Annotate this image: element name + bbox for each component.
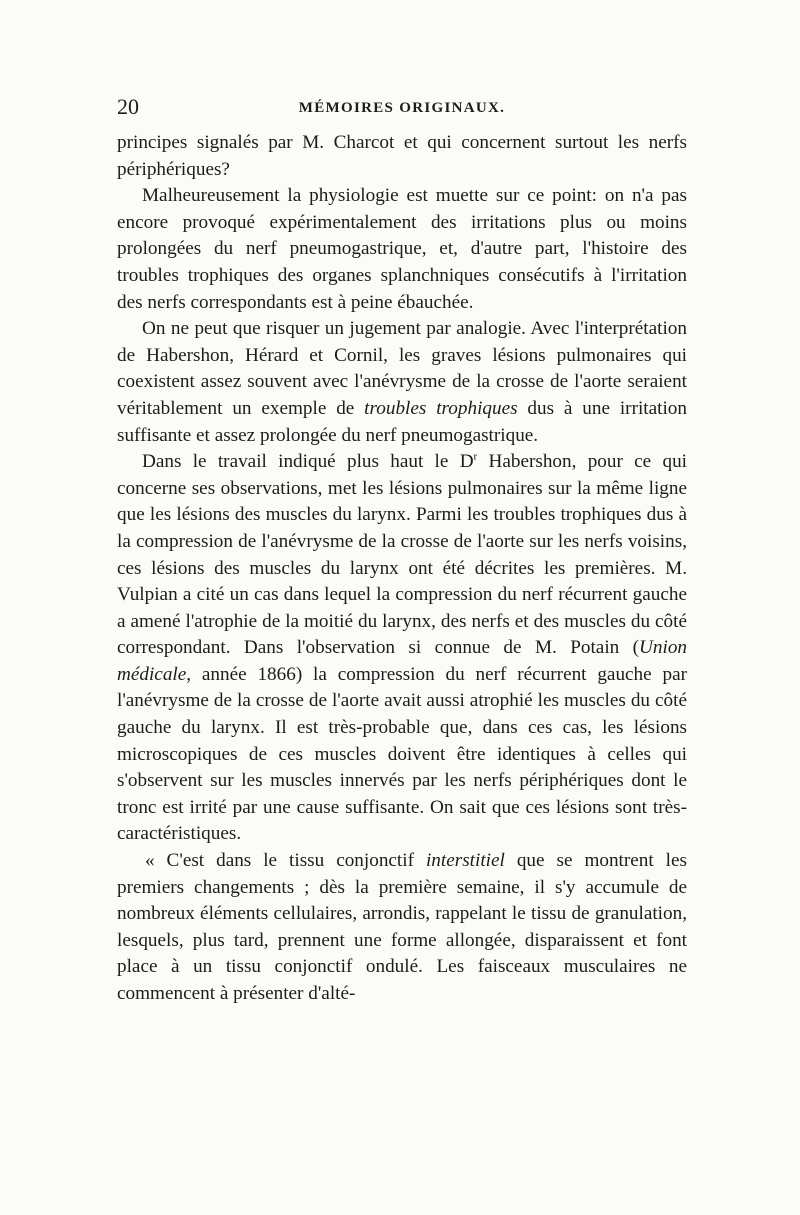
paragraph-4-text-a: Dans le travail indiqué plus haut le D [142,451,474,473]
paragraph-5 [117,848,687,1008]
paragraph-2: Malheureusement la physiologie est muette sur ce point: on n'a pas encore provoqué expérimentalement des irritations plus ou moins prolongées du nerf pneumogastrique, et, d'autre part, l'histoire des troubles trophiques des organes splanchniques consécutifs à l'irritation des nerfs correspondants est à peine ébauchée. [117,185,687,313]
paragraph-3-text-b: dus à une irritation suffisante et assez prolongée du nerf pneumogastrique. [117,397,687,446]
page-header [117,94,687,120]
body-text [117,130,687,1008]
page-number: 20 [117,94,139,119]
paragraph-4-text-c: , année 1866) la compression du nerf récurrent gauche par l'anévrysme de la crosse de l'aorte avait aussi atrophié les muscles du côté gauche du larynx. Il est très-probable que, dans ces cas, les lésions microscopiques de ces muscles doivent être identiques à celles qui s'observent sur les muscles innervés par les nerfs périphériques dont le tronc est irrité par une cause suffisante. On sait que ces lésions sont très-caractéristiques. [117,663,687,845]
paragraph-1: principes signalés par M. Charcot et qui concernent surtout les nerfs périphériques? [117,132,687,180]
paragraph-5-text-b: que se montrent les premiers changements ; dès la première semaine, il s'y accumule de nombreux éléments cellulaires, arrondis, rappelant le tissu de granulation, lesquels, plus tard, prennent une forme allongée, disparaissent et font place à un tissu conjonctif ondulé. Les faisceaux musculaires ne commencent à présenter d'alté- [117,850,687,1004]
paragraph-5-italic: interstitiel [425,850,505,872]
paragraph-3-text-a: On ne peut que risquer un jugement par analogie. Avec l'interprétation de Habershon, Hérard et Cornil, les graves lésions pulmonaires qui coexistent assez souvent avec l'anévrysme de la crosse de l'aorte seraient véritablement un exemple de [117,318,687,419]
paragraph-3-italic: troubles trophiques [364,397,518,419]
paragraph-4 [117,449,687,848]
paragraph-4-italic: Union médicale [117,637,687,685]
paragraph-3 [117,316,687,449]
paragraph-5-text-a: « C'est dans le tissu conjonctif [145,850,426,872]
paragraph-4-superscript: r [473,450,478,463]
running-title: MÉMOIRES ORIGINAUX. [298,100,506,116]
paragraph-4-text-b: Habershon, pour ce qui concerne ses observations, met les lésions pulmonaires sur la même ligne que les lésions des muscles du larynx. Parmi les troubles trophiques dus à la compression de l'anévrysme de la crosse de l'aorte sur les nerfs voisins, ces lésions des muscles du larynx ont été décrites les premières. M. Vulpian a cité un cas dans lequel la compression du nerf récurrent gauche a amené l'atrophie de la moitié du larynx, des nerfs et des muscles du côté correspondant. Dans l'observation si connue de M. Potain ( [117,451,687,659]
